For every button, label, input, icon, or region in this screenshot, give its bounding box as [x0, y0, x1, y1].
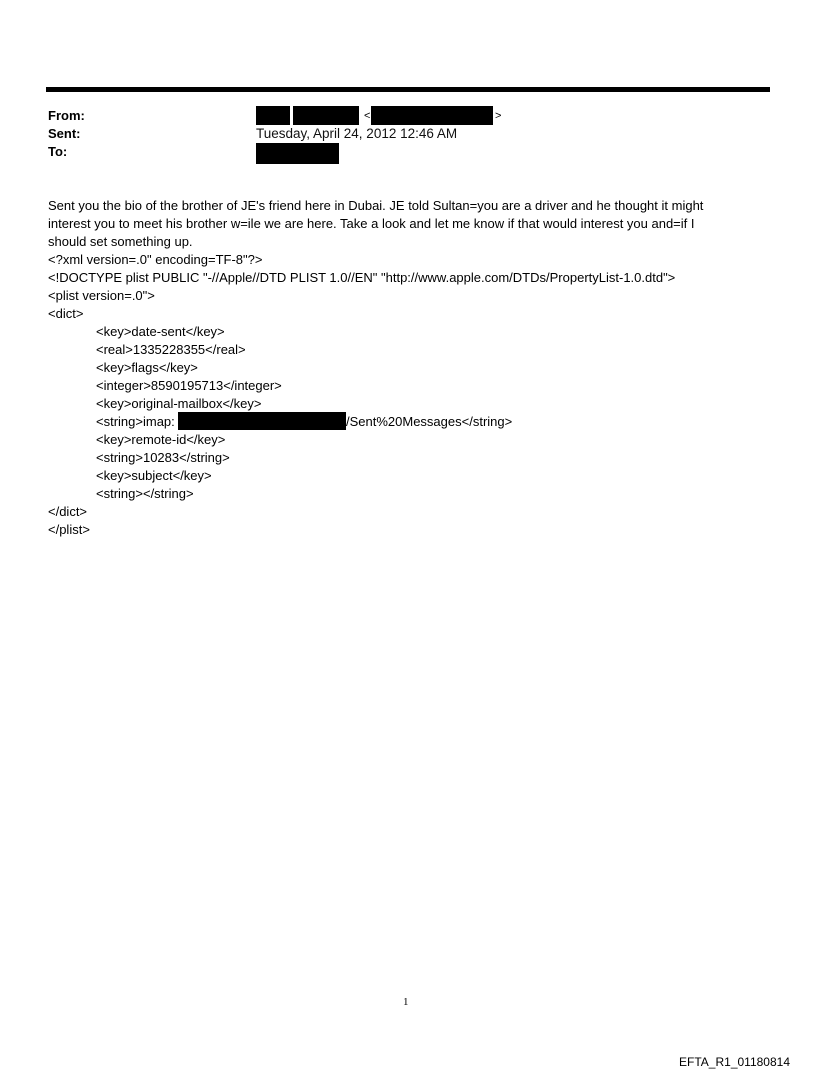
from-label: From: — [48, 108, 85, 123]
message-line-1: Sent you the bio of the brother of JE's friend here in Dubai. JE told Sultan=you are a driver and he thought it might — [48, 198, 704, 213]
dict-line: <real>1335228355</real> — [96, 342, 246, 357]
dict-line: <key>subject</key> — [96, 468, 212, 483]
dict-line: <integer>8590195713</integer> — [96, 378, 282, 393]
xml-declaration: <?xml version=.0" encoding=TF-8"?> — [48, 252, 263, 267]
email-open-bracket: < — [364, 110, 371, 122]
dict-line: <key>date-sent</key> — [96, 324, 225, 339]
page-number: 1 — [403, 996, 409, 1008]
redacted-sender-email — [371, 106, 493, 125]
string-imap-prefix: <string>imap: — [96, 414, 175, 429]
dict-open: <dict> — [48, 306, 84, 321]
dict-line: <key>original-mailbox</key> — [96, 396, 262, 411]
message-line-3: should set something up. — [48, 234, 193, 249]
sent-label: Sent: — [48, 126, 81, 141]
header-rule — [46, 87, 770, 92]
dict-close: </dict> — [48, 504, 88, 519]
sent-date: Tuesday, April 24, 2012 12:46 AM — [256, 126, 458, 141]
message-line-2: interest you to meet his brother w=ile we are here. Take a look and let me know if that would interest you and=if I — [48, 216, 695, 231]
redacted-imap-account — [178, 412, 346, 430]
dict-line: <key>flags</key> — [96, 360, 198, 375]
dict-line: <string></string> — [96, 486, 194, 501]
plist-open: <plist version=.0"> — [48, 288, 155, 303]
doctype-line: <!DOCTYPE plist PUBLIC "-//Apple//DTD PLIST 1.0//EN" "http://www.apple.com/DTDs/PropertyList-1.0.dtd"> — [48, 270, 676, 285]
redacted-recipient — [256, 143, 339, 164]
redacted-sender-first-name — [256, 106, 290, 125]
redacted-sender-last-name — [293, 106, 359, 125]
email-close-bracket: > — [495, 110, 502, 122]
to-label: To: — [48, 144, 68, 159]
dict-line: <key>remote-id</key> — [96, 432, 226, 447]
string-imap-suffix: /Sent%20Messages</string> — [346, 414, 513, 429]
plist-close: </plist> — [48, 522, 90, 537]
document-id: EFTA_R1_01180814 — [679, 1055, 790, 1069]
dict-line: <string>10283</string> — [96, 450, 230, 465]
